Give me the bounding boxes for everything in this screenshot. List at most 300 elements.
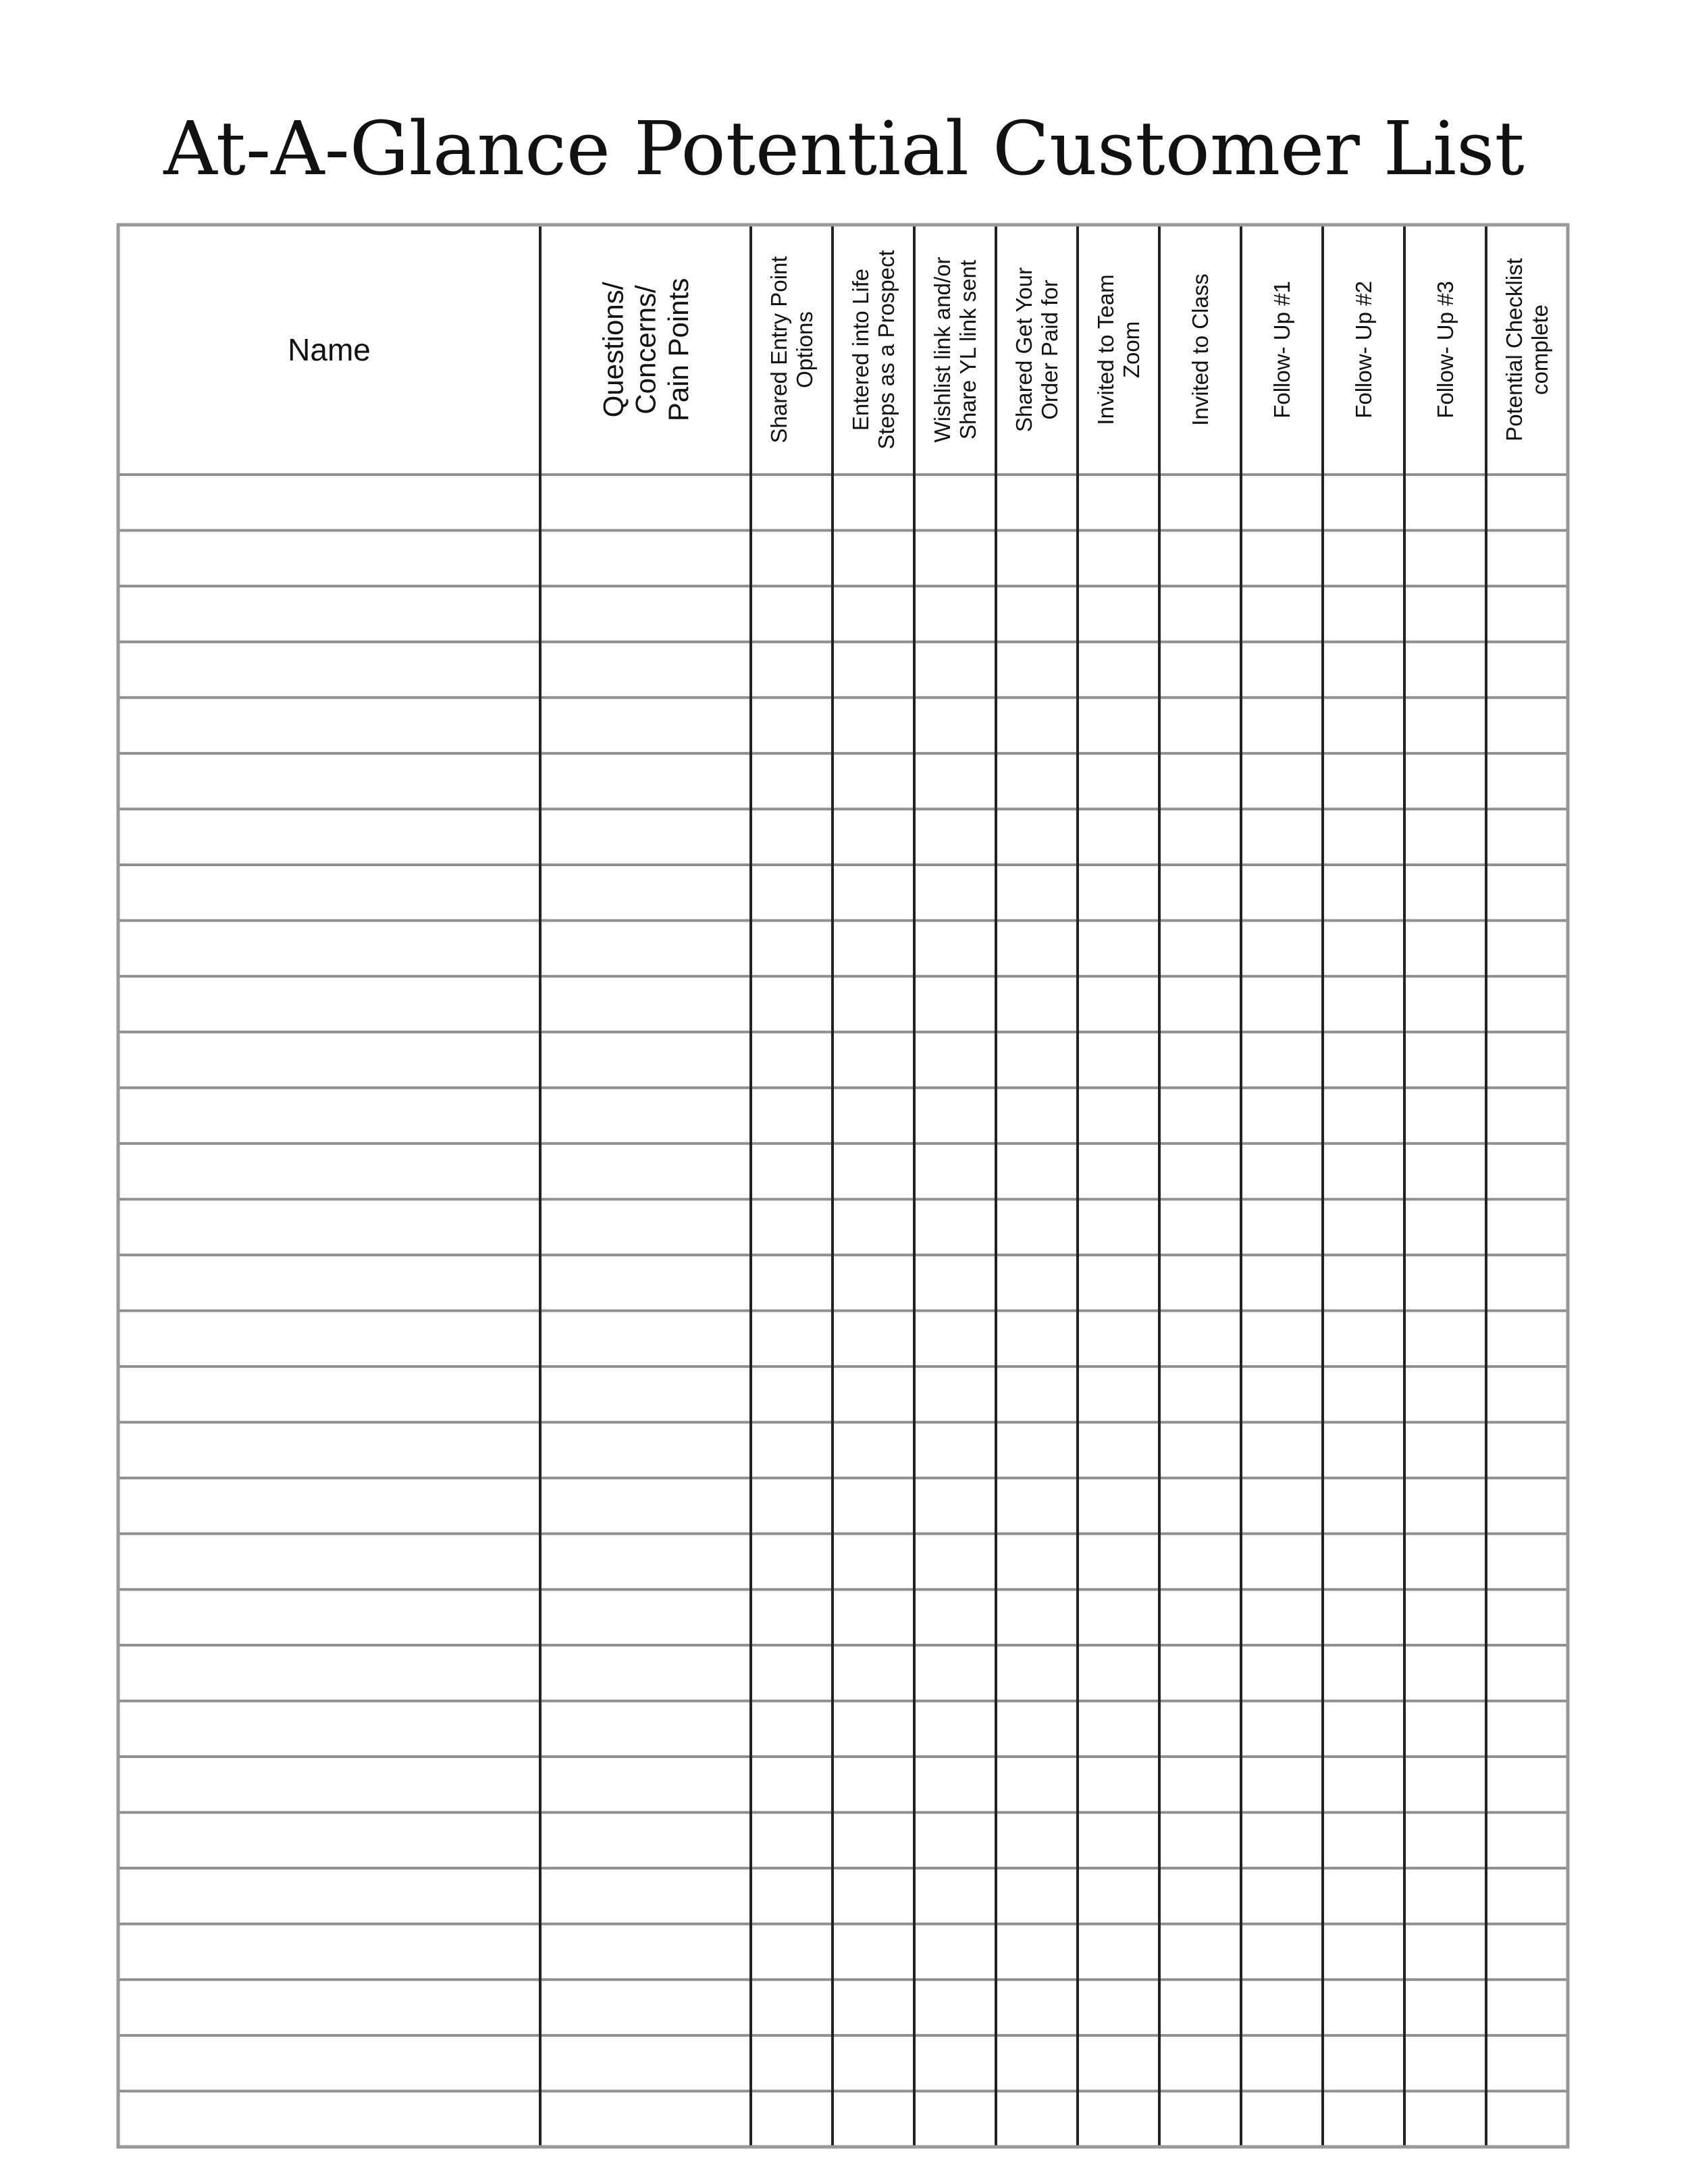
table-cell-follow-up-3[interactable] bbox=[1406, 867, 1484, 919]
table-cell-life-steps[interactable] bbox=[835, 1926, 912, 1978]
table-cell-team-zoom[interactable] bbox=[1080, 1870, 1157, 1922]
table-cell-checklist[interactable] bbox=[1488, 533, 1566, 585]
table-cell-wishlist[interactable] bbox=[916, 1313, 994, 1365]
table-cell-follow-up-2[interactable] bbox=[1325, 1815, 1402, 1867]
table-cell-follow-up-3[interactable] bbox=[1406, 1201, 1484, 1253]
table-cell-questions[interactable] bbox=[542, 588, 749, 640]
table-cell-class[interactable] bbox=[1161, 1815, 1239, 1867]
table-cell-wishlist[interactable] bbox=[916, 2093, 994, 2145]
table-cell-follow-up-3[interactable] bbox=[1406, 588, 1484, 640]
table-cell-questions[interactable] bbox=[542, 533, 749, 585]
table-cell-team-zoom[interactable] bbox=[1080, 1480, 1157, 1532]
table-cell-checklist[interactable] bbox=[1488, 1759, 1566, 1811]
table-cell-wishlist[interactable] bbox=[916, 755, 994, 807]
table-cell-entry-point[interactable] bbox=[753, 1759, 830, 1811]
table-cell-name[interactable] bbox=[120, 978, 538, 1030]
table-cell-follow-up-3[interactable] bbox=[1406, 1815, 1484, 1867]
table-cell-questions[interactable] bbox=[542, 1257, 749, 1309]
table-cell-follow-up-2[interactable] bbox=[1325, 867, 1402, 919]
table-cell-team-zoom[interactable] bbox=[1080, 1424, 1157, 1476]
table-cell-follow-up-2[interactable] bbox=[1325, 1368, 1402, 1420]
table-cell-follow-up-3[interactable] bbox=[1406, 811, 1484, 863]
table-cell-follow-up-1[interactable] bbox=[1243, 1926, 1321, 1978]
table-cell-team-zoom[interactable] bbox=[1080, 1313, 1157, 1365]
table-cell-life-steps[interactable] bbox=[835, 1424, 912, 1476]
table-cell-entry-point[interactable] bbox=[753, 1480, 830, 1532]
table-cell-name[interactable] bbox=[120, 1759, 538, 1811]
table-cell-order-paid[interactable] bbox=[998, 867, 1076, 919]
table-cell-follow-up-3[interactable] bbox=[1406, 978, 1484, 1030]
table-cell-questions[interactable] bbox=[542, 1368, 749, 1420]
table-cell-team-zoom[interactable] bbox=[1080, 1647, 1157, 1699]
table-cell-life-steps[interactable] bbox=[835, 699, 912, 751]
table-cell-name[interactable] bbox=[120, 1090, 538, 1142]
table-cell-questions[interactable] bbox=[542, 1815, 749, 1867]
table-cell-order-paid[interactable] bbox=[998, 1870, 1076, 1922]
table-cell-class[interactable] bbox=[1161, 811, 1239, 863]
table-cell-follow-up-2[interactable] bbox=[1325, 1981, 1402, 2033]
table-cell-order-paid[interactable] bbox=[998, 1146, 1076, 1198]
table-cell-class[interactable] bbox=[1161, 2037, 1239, 2089]
table-cell-entry-point[interactable] bbox=[753, 755, 830, 807]
table-cell-life-steps[interactable] bbox=[835, 1480, 912, 1532]
table-cell-order-paid[interactable] bbox=[998, 1480, 1076, 1532]
table-cell-follow-up-1[interactable] bbox=[1243, 699, 1321, 751]
table-cell-name[interactable] bbox=[120, 1480, 538, 1532]
table-cell-class[interactable] bbox=[1161, 533, 1239, 585]
table-cell-class[interactable] bbox=[1161, 1034, 1239, 1086]
table-cell-checklist[interactable] bbox=[1488, 477, 1566, 529]
table-cell-life-steps[interactable] bbox=[835, 755, 912, 807]
table-cell-follow-up-3[interactable] bbox=[1406, 533, 1484, 585]
table-cell-checklist[interactable] bbox=[1488, 1703, 1566, 1755]
table-cell-order-paid[interactable] bbox=[998, 1591, 1076, 1643]
table-cell-life-steps[interactable] bbox=[835, 867, 912, 919]
table-cell-follow-up-1[interactable] bbox=[1243, 811, 1321, 863]
table-cell-entry-point[interactable] bbox=[753, 477, 830, 529]
table-cell-team-zoom[interactable] bbox=[1080, 978, 1157, 1030]
table-cell-follow-up-2[interactable] bbox=[1325, 1313, 1402, 1365]
table-cell-wishlist[interactable] bbox=[916, 588, 994, 640]
table-cell-name[interactable] bbox=[120, 1591, 538, 1643]
table-cell-checklist[interactable] bbox=[1488, 867, 1566, 919]
table-cell-checklist[interactable] bbox=[1488, 755, 1566, 807]
table-cell-wishlist[interactable] bbox=[916, 477, 994, 529]
table-cell-name[interactable] bbox=[120, 1424, 538, 1476]
table-cell-checklist[interactable] bbox=[1488, 1981, 1566, 2033]
table-cell-entry-point[interactable] bbox=[753, 1981, 830, 2033]
table-cell-wishlist[interactable] bbox=[916, 811, 994, 863]
table-cell-follow-up-1[interactable] bbox=[1243, 1703, 1321, 1755]
table-cell-follow-up-2[interactable] bbox=[1325, 1424, 1402, 1476]
table-cell-name[interactable] bbox=[120, 1034, 538, 1086]
table-cell-entry-point[interactable] bbox=[753, 644, 830, 696]
table-cell-follow-up-3[interactable] bbox=[1406, 644, 1484, 696]
table-cell-name[interactable] bbox=[120, 1870, 538, 1922]
table-cell-class[interactable] bbox=[1161, 1480, 1239, 1532]
table-cell-questions[interactable] bbox=[542, 477, 749, 529]
table-cell-questions[interactable] bbox=[542, 923, 749, 975]
table-cell-class[interactable] bbox=[1161, 588, 1239, 640]
table-cell-questions[interactable] bbox=[542, 1759, 749, 1811]
table-cell-follow-up-3[interactable] bbox=[1406, 1368, 1484, 1420]
table-cell-follow-up-3[interactable] bbox=[1406, 1313, 1484, 1365]
table-cell-team-zoom[interactable] bbox=[1080, 699, 1157, 751]
table-cell-name[interactable] bbox=[120, 811, 538, 863]
table-cell-follow-up-1[interactable] bbox=[1243, 588, 1321, 640]
table-cell-follow-up-1[interactable] bbox=[1243, 755, 1321, 807]
table-cell-follow-up-1[interactable] bbox=[1243, 1536, 1321, 1588]
table-cell-entry-point[interactable] bbox=[753, 811, 830, 863]
table-cell-name[interactable] bbox=[120, 1815, 538, 1867]
table-cell-team-zoom[interactable] bbox=[1080, 1815, 1157, 1867]
table-cell-questions[interactable] bbox=[542, 1090, 749, 1142]
table-cell-name[interactable] bbox=[120, 1981, 538, 2033]
table-cell-follow-up-2[interactable] bbox=[1325, 811, 1402, 863]
table-cell-checklist[interactable] bbox=[1488, 1536, 1566, 1588]
table-cell-follow-up-3[interactable] bbox=[1406, 1591, 1484, 1643]
table-cell-entry-point[interactable] bbox=[753, 1201, 830, 1253]
table-cell-team-zoom[interactable] bbox=[1080, 811, 1157, 863]
table-cell-life-steps[interactable] bbox=[835, 1034, 912, 1086]
table-cell-checklist[interactable] bbox=[1488, 588, 1566, 640]
table-cell-entry-point[interactable] bbox=[753, 1815, 830, 1867]
table-cell-team-zoom[interactable] bbox=[1080, 1090, 1157, 1142]
table-cell-class[interactable] bbox=[1161, 1313, 1239, 1365]
table-cell-order-paid[interactable] bbox=[998, 1647, 1076, 1699]
table-cell-entry-point[interactable] bbox=[753, 1257, 830, 1309]
table-cell-questions[interactable] bbox=[542, 2093, 749, 2145]
table-cell-questions[interactable] bbox=[542, 978, 749, 1030]
table-cell-follow-up-1[interactable] bbox=[1243, 2093, 1321, 2145]
table-cell-class[interactable] bbox=[1161, 1424, 1239, 1476]
table-cell-order-paid[interactable] bbox=[998, 699, 1076, 751]
table-cell-follow-up-3[interactable] bbox=[1406, 1926, 1484, 1978]
table-cell-wishlist[interactable] bbox=[916, 533, 994, 585]
table-cell-wishlist[interactable] bbox=[916, 1703, 994, 1755]
table-cell-questions[interactable] bbox=[542, 1146, 749, 1198]
table-cell-life-steps[interactable] bbox=[835, 923, 912, 975]
table-cell-follow-up-1[interactable] bbox=[1243, 1034, 1321, 1086]
table-cell-follow-up-1[interactable] bbox=[1243, 1981, 1321, 2033]
table-cell-checklist[interactable] bbox=[1488, 811, 1566, 863]
table-cell-follow-up-2[interactable] bbox=[1325, 1480, 1402, 1532]
table-cell-order-paid[interactable] bbox=[998, 588, 1076, 640]
table-cell-class[interactable] bbox=[1161, 1981, 1239, 2033]
table-cell-checklist[interactable] bbox=[1488, 1926, 1566, 1978]
table-cell-questions[interactable] bbox=[542, 1201, 749, 1253]
table-cell-follow-up-2[interactable] bbox=[1325, 2093, 1402, 2145]
table-cell-class[interactable] bbox=[1161, 1368, 1239, 1420]
table-cell-wishlist[interactable] bbox=[916, 1926, 994, 1978]
table-cell-team-zoom[interactable] bbox=[1080, 1257, 1157, 1309]
table-cell-name[interactable] bbox=[120, 1926, 538, 1978]
table-cell-questions[interactable] bbox=[542, 1647, 749, 1699]
table-cell-life-steps[interactable] bbox=[835, 1703, 912, 1755]
table-cell-follow-up-2[interactable] bbox=[1325, 755, 1402, 807]
table-cell-follow-up-3[interactable] bbox=[1406, 1257, 1484, 1309]
table-cell-life-steps[interactable] bbox=[835, 1815, 912, 1867]
table-cell-team-zoom[interactable] bbox=[1080, 1759, 1157, 1811]
table-cell-checklist[interactable] bbox=[1488, 1090, 1566, 1142]
table-cell-follow-up-3[interactable] bbox=[1406, 699, 1484, 751]
table-cell-wishlist[interactable] bbox=[916, 1257, 994, 1309]
table-cell-questions[interactable] bbox=[542, 2037, 749, 2089]
table-cell-entry-point[interactable] bbox=[753, 1870, 830, 1922]
table-cell-wishlist[interactable] bbox=[916, 1870, 994, 1922]
table-cell-order-paid[interactable] bbox=[998, 1368, 1076, 1420]
table-cell-name[interactable] bbox=[120, 2037, 538, 2089]
table-cell-order-paid[interactable] bbox=[998, 1815, 1076, 1867]
table-cell-life-steps[interactable] bbox=[835, 1090, 912, 1142]
table-cell-follow-up-1[interactable] bbox=[1243, 1368, 1321, 1420]
table-cell-wishlist[interactable] bbox=[916, 1536, 994, 1588]
table-cell-order-paid[interactable] bbox=[998, 1536, 1076, 1588]
table-cell-wishlist[interactable] bbox=[916, 1201, 994, 1253]
table-cell-follow-up-1[interactable] bbox=[1243, 867, 1321, 919]
table-cell-order-paid[interactable] bbox=[998, 2037, 1076, 2089]
table-cell-team-zoom[interactable] bbox=[1080, 1146, 1157, 1198]
table-cell-entry-point[interactable] bbox=[753, 1536, 830, 1588]
table-cell-follow-up-1[interactable] bbox=[1243, 1870, 1321, 1922]
table-cell-name[interactable] bbox=[120, 533, 538, 585]
table-cell-wishlist[interactable] bbox=[916, 1090, 994, 1142]
table-cell-entry-point[interactable] bbox=[753, 1703, 830, 1755]
table-cell-team-zoom[interactable] bbox=[1080, 1536, 1157, 1588]
table-cell-name[interactable] bbox=[120, 923, 538, 975]
table-cell-questions[interactable] bbox=[542, 811, 749, 863]
table-cell-name[interactable] bbox=[120, 699, 538, 751]
table-cell-name[interactable] bbox=[120, 867, 538, 919]
table-cell-name[interactable] bbox=[120, 2093, 538, 2145]
table-cell-name[interactable] bbox=[120, 477, 538, 529]
table-cell-life-steps[interactable] bbox=[835, 1591, 912, 1643]
table-cell-questions[interactable] bbox=[542, 1703, 749, 1755]
table-cell-life-steps[interactable] bbox=[835, 811, 912, 863]
table-cell-follow-up-2[interactable] bbox=[1325, 477, 1402, 529]
table-cell-follow-up-3[interactable] bbox=[1406, 1870, 1484, 1922]
table-cell-life-steps[interactable] bbox=[835, 533, 912, 585]
table-cell-wishlist[interactable] bbox=[916, 1424, 994, 1476]
table-cell-checklist[interactable] bbox=[1488, 1591, 1566, 1643]
table-cell-team-zoom[interactable] bbox=[1080, 1368, 1157, 1420]
table-cell-follow-up-2[interactable] bbox=[1325, 1257, 1402, 1309]
table-cell-team-zoom[interactable] bbox=[1080, 2037, 1157, 2089]
table-cell-follow-up-1[interactable] bbox=[1243, 1591, 1321, 1643]
table-cell-checklist[interactable] bbox=[1488, 1368, 1566, 1420]
table-cell-follow-up-3[interactable] bbox=[1406, 1090, 1484, 1142]
table-cell-checklist[interactable] bbox=[1488, 2037, 1566, 2089]
table-cell-wishlist[interactable] bbox=[916, 1146, 994, 1198]
table-cell-order-paid[interactable] bbox=[998, 2093, 1076, 2145]
table-cell-checklist[interactable] bbox=[1488, 923, 1566, 975]
table-cell-class[interactable] bbox=[1161, 1146, 1239, 1198]
table-cell-entry-point[interactable] bbox=[753, 867, 830, 919]
table-cell-checklist[interactable] bbox=[1488, 1201, 1566, 1253]
table-cell-follow-up-1[interactable] bbox=[1243, 644, 1321, 696]
table-cell-life-steps[interactable] bbox=[835, 1759, 912, 1811]
table-cell-order-paid[interactable] bbox=[998, 1090, 1076, 1142]
table-cell-life-steps[interactable] bbox=[835, 1201, 912, 1253]
table-cell-follow-up-3[interactable] bbox=[1406, 755, 1484, 807]
table-cell-wishlist[interactable] bbox=[916, 1759, 994, 1811]
table-cell-life-steps[interactable] bbox=[835, 2037, 912, 2089]
table-cell-follow-up-2[interactable] bbox=[1325, 1926, 1402, 1978]
table-cell-checklist[interactable] bbox=[1488, 1870, 1566, 1922]
table-cell-wishlist[interactable] bbox=[916, 1815, 994, 1867]
table-cell-questions[interactable] bbox=[542, 1870, 749, 1922]
table-cell-follow-up-2[interactable] bbox=[1325, 1201, 1402, 1253]
table-cell-follow-up-1[interactable] bbox=[1243, 1201, 1321, 1253]
table-cell-entry-point[interactable] bbox=[753, 1647, 830, 1699]
table-cell-follow-up-1[interactable] bbox=[1243, 1313, 1321, 1365]
table-cell-class[interactable] bbox=[1161, 1591, 1239, 1643]
table-cell-wishlist[interactable] bbox=[916, 644, 994, 696]
table-cell-checklist[interactable] bbox=[1488, 699, 1566, 751]
table-cell-questions[interactable] bbox=[542, 1480, 749, 1532]
table-cell-order-paid[interactable] bbox=[998, 1926, 1076, 1978]
table-cell-questions[interactable] bbox=[542, 755, 749, 807]
table-cell-follow-up-2[interactable] bbox=[1325, 923, 1402, 975]
table-cell-checklist[interactable] bbox=[1488, 1146, 1566, 1198]
table-cell-team-zoom[interactable] bbox=[1080, 1981, 1157, 2033]
table-cell-team-zoom[interactable] bbox=[1080, 1703, 1157, 1755]
table-cell-follow-up-2[interactable] bbox=[1325, 1536, 1402, 1588]
table-cell-checklist[interactable] bbox=[1488, 1034, 1566, 1086]
table-cell-follow-up-3[interactable] bbox=[1406, 1146, 1484, 1198]
table-cell-follow-up-1[interactable] bbox=[1243, 1815, 1321, 1867]
table-cell-life-steps[interactable] bbox=[835, 1313, 912, 1365]
table-cell-entry-point[interactable] bbox=[753, 1146, 830, 1198]
table-cell-team-zoom[interactable] bbox=[1080, 867, 1157, 919]
table-cell-team-zoom[interactable] bbox=[1080, 588, 1157, 640]
table-cell-follow-up-3[interactable] bbox=[1406, 1034, 1484, 1086]
table-cell-class[interactable] bbox=[1161, 1536, 1239, 1588]
table-cell-follow-up-3[interactable] bbox=[1406, 477, 1484, 529]
table-cell-class[interactable] bbox=[1161, 477, 1239, 529]
table-cell-questions[interactable] bbox=[542, 1926, 749, 1978]
table-cell-follow-up-1[interactable] bbox=[1243, 1759, 1321, 1811]
table-cell-entry-point[interactable] bbox=[753, 1090, 830, 1142]
table-cell-wishlist[interactable] bbox=[916, 978, 994, 1030]
table-cell-follow-up-3[interactable] bbox=[1406, 1424, 1484, 1476]
table-cell-follow-up-2[interactable] bbox=[1325, 1870, 1402, 1922]
table-cell-follow-up-1[interactable] bbox=[1243, 1257, 1321, 1309]
table-cell-follow-up-2[interactable] bbox=[1325, 1146, 1402, 1198]
table-cell-questions[interactable] bbox=[542, 867, 749, 919]
table-cell-questions[interactable] bbox=[542, 1536, 749, 1588]
table-cell-follow-up-2[interactable] bbox=[1325, 533, 1402, 585]
table-cell-order-paid[interactable] bbox=[998, 1034, 1076, 1086]
table-cell-entry-point[interactable] bbox=[753, 1591, 830, 1643]
table-cell-follow-up-2[interactable] bbox=[1325, 1090, 1402, 1142]
table-cell-wishlist[interactable] bbox=[916, 1034, 994, 1086]
table-cell-follow-up-2[interactable] bbox=[1325, 699, 1402, 751]
table-cell-name[interactable] bbox=[120, 1368, 538, 1420]
table-cell-life-steps[interactable] bbox=[835, 978, 912, 1030]
table-cell-entry-point[interactable] bbox=[753, 2037, 830, 2089]
table-cell-entry-point[interactable] bbox=[753, 1926, 830, 1978]
table-cell-name[interactable] bbox=[120, 1703, 538, 1755]
table-cell-life-steps[interactable] bbox=[835, 1870, 912, 1922]
table-cell-follow-up-3[interactable] bbox=[1406, 2093, 1484, 2145]
table-cell-name[interactable] bbox=[120, 644, 538, 696]
table-cell-life-steps[interactable] bbox=[835, 1257, 912, 1309]
table-cell-questions[interactable] bbox=[542, 644, 749, 696]
table-cell-follow-up-2[interactable] bbox=[1325, 1759, 1402, 1811]
table-cell-order-paid[interactable] bbox=[998, 978, 1076, 1030]
table-cell-class[interactable] bbox=[1161, 1926, 1239, 1978]
table-cell-name[interactable] bbox=[120, 1313, 538, 1365]
table-cell-checklist[interactable] bbox=[1488, 644, 1566, 696]
table-cell-wishlist[interactable] bbox=[916, 923, 994, 975]
table-cell-order-paid[interactable] bbox=[998, 1424, 1076, 1476]
table-cell-life-steps[interactable] bbox=[835, 1146, 912, 1198]
table-cell-team-zoom[interactable] bbox=[1080, 477, 1157, 529]
table-cell-follow-up-2[interactable] bbox=[1325, 978, 1402, 1030]
table-cell-class[interactable] bbox=[1161, 1703, 1239, 1755]
table-cell-follow-up-3[interactable] bbox=[1406, 2037, 1484, 2089]
table-cell-life-steps[interactable] bbox=[835, 644, 912, 696]
table-cell-team-zoom[interactable] bbox=[1080, 1034, 1157, 1086]
table-cell-class[interactable] bbox=[1161, 644, 1239, 696]
table-cell-checklist[interactable] bbox=[1488, 1257, 1566, 1309]
table-cell-follow-up-3[interactable] bbox=[1406, 1703, 1484, 1755]
table-cell-class[interactable] bbox=[1161, 978, 1239, 1030]
table-cell-class[interactable] bbox=[1161, 1257, 1239, 1309]
table-cell-entry-point[interactable] bbox=[753, 1368, 830, 1420]
table-cell-class[interactable] bbox=[1161, 1090, 1239, 1142]
table-cell-order-paid[interactable] bbox=[998, 811, 1076, 863]
table-cell-follow-up-2[interactable] bbox=[1325, 1647, 1402, 1699]
table-cell-follow-up-1[interactable] bbox=[1243, 1647, 1321, 1699]
table-cell-checklist[interactable] bbox=[1488, 1480, 1566, 1532]
table-cell-life-steps[interactable] bbox=[835, 1536, 912, 1588]
table-cell-order-paid[interactable] bbox=[998, 1703, 1076, 1755]
table-cell-wishlist[interactable] bbox=[916, 1981, 994, 2033]
table-cell-class[interactable] bbox=[1161, 1870, 1239, 1922]
table-cell-entry-point[interactable] bbox=[753, 588, 830, 640]
table-cell-follow-up-3[interactable] bbox=[1406, 1981, 1484, 2033]
table-cell-wishlist[interactable] bbox=[916, 1647, 994, 1699]
table-cell-team-zoom[interactable] bbox=[1080, 923, 1157, 975]
table-cell-team-zoom[interactable] bbox=[1080, 644, 1157, 696]
table-cell-name[interactable] bbox=[120, 1257, 538, 1309]
table-cell-team-zoom[interactable] bbox=[1080, 1201, 1157, 1253]
table-cell-entry-point[interactable] bbox=[753, 923, 830, 975]
table-cell-questions[interactable] bbox=[542, 1424, 749, 1476]
table-cell-entry-point[interactable] bbox=[753, 533, 830, 585]
table-cell-follow-up-1[interactable] bbox=[1243, 477, 1321, 529]
table-cell-checklist[interactable] bbox=[1488, 978, 1566, 1030]
table-cell-follow-up-2[interactable] bbox=[1325, 588, 1402, 640]
table-cell-follow-up-1[interactable] bbox=[1243, 1424, 1321, 1476]
table-cell-name[interactable] bbox=[120, 1201, 538, 1253]
table-cell-checklist[interactable] bbox=[1488, 1815, 1566, 1867]
table-cell-life-steps[interactable] bbox=[835, 1981, 912, 2033]
table-cell-life-steps[interactable] bbox=[835, 588, 912, 640]
table-cell-life-steps[interactable] bbox=[835, 2093, 912, 2145]
table-cell-wishlist[interactable] bbox=[916, 1591, 994, 1643]
table-cell-wishlist[interactable] bbox=[916, 699, 994, 751]
table-cell-order-paid[interactable] bbox=[998, 1201, 1076, 1253]
table-cell-follow-up-3[interactable] bbox=[1406, 1480, 1484, 1532]
table-cell-wishlist[interactable] bbox=[916, 2037, 994, 2089]
table-cell-class[interactable] bbox=[1161, 1647, 1239, 1699]
table-cell-order-paid[interactable] bbox=[998, 1257, 1076, 1309]
table-cell-life-steps[interactable] bbox=[835, 1647, 912, 1699]
table-cell-class[interactable] bbox=[1161, 1201, 1239, 1253]
